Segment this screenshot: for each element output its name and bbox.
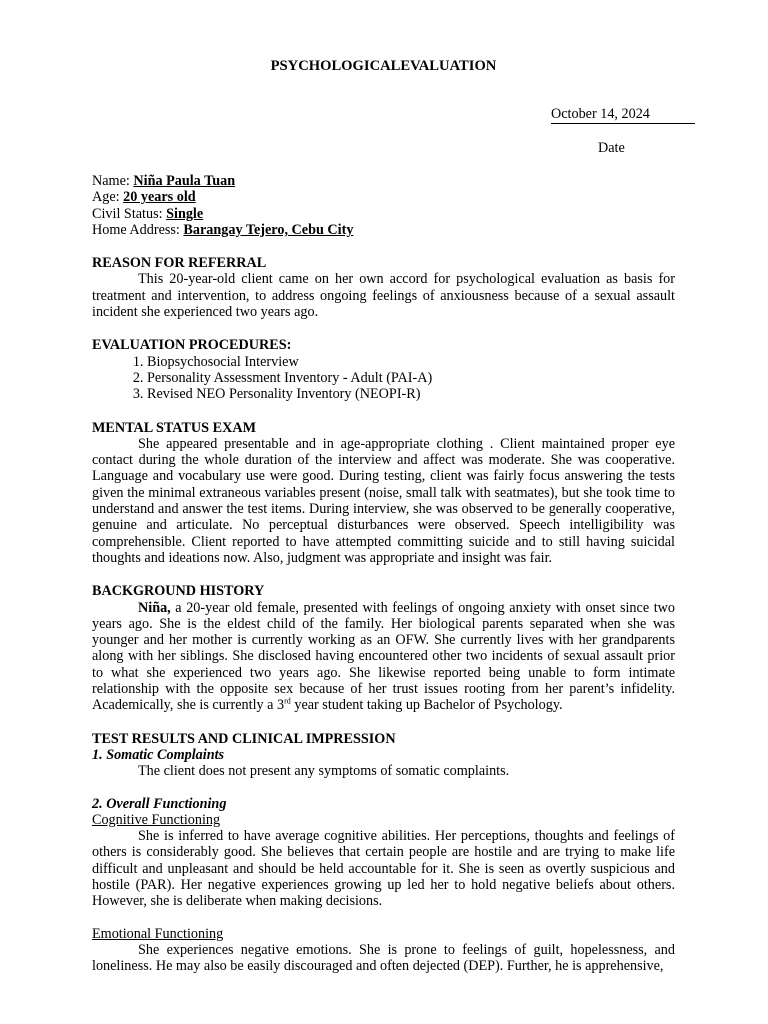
client-civil-status: Single (166, 205, 204, 222)
procedure-item: 2. Personality Assessment Inventory - Adult (PAI-A) (147, 370, 675, 386)
name-line: Name: Niña Paula Tuan (92, 173, 236, 189)
mse-heading: MENTAL STATUS EXAM (92, 419, 256, 436)
cognitive-heading: Cognitive Functioning (92, 811, 221, 828)
referral-heading: REASON FOR REFERRAL (92, 255, 267, 272)
overall-heading: 2. Overall Functioning (92, 795, 227, 812)
document-page (92, 58, 675, 974)
results-heading: TEST RESULTS AND CLINICAL IMPRESSION (92, 730, 396, 747)
age-line: Age: 20 years old (92, 189, 196, 206)
date-value: October 14, 2024 (551, 106, 695, 124)
cognitive-text: She is inferred to have average cognitive abilities. Her perceptions, thoughts and feelings of others is considerably good. She believes that certain people are hostile and are trying to make life difficult and unpleasant and should be held accountable for it. She is seen as overtly suspicious and hostile (PAR). Her negative experiences growing up led her to hold negative beliefs about others. However, she is deliberate when making decisions. (92, 828, 675, 910)
client-info (92, 173, 675, 238)
emotional-text: She experiences negative emotions. She is prone to feelings of guilt, hopelessness, and loneliness. He may also be easily discouraged and often dejected (DEP). Further, he is apprehensive, (92, 941, 675, 975)
referral-text: This 20-year-old client came on her own accord for psychological evaluation as basis for treatment and intervention, to address ongoing feelings of anxiousness because of a sexual assault incident she experienced two years ago. (92, 271, 675, 321)
date-label: Date (598, 140, 625, 156)
document-title: PSYCHOLOGICALEVALUATION (270, 58, 497, 74)
background-client-name: Niña, (138, 599, 171, 616)
procedure-item: 1. Biopsychosocial Interview (147, 354, 675, 370)
procedures-heading: EVALUATION PROCEDURES: (92, 337, 292, 354)
somatic-text: The client does not present any symptoms of somatic complaints. (138, 763, 510, 780)
client-name: Niña Paula Tuan (133, 173, 236, 189)
address-line: Home Address: Barangay Tejero, Cebu City (92, 221, 354, 238)
client-address: Barangay Tejero, Cebu City (183, 221, 354, 238)
client-age: 20 years old (123, 189, 196, 206)
procedure-item: 3. Revised NEO Personality Inventory (NEOPI-R) (147, 386, 675, 402)
background-text: Niña, a 20-year old female, presented with feelings of ongoing anxiety with onset since two years ago. She is the eldest child of the family. Her biological parents separated when she was younger and her mother is currently working as an OFW. She currently lives with her grandparents along with her siblings. She disclosed having encountered other two incidents of sexual assault prior to what she experienced two years ago. She likewise reported being unable to form intimate relationship with the opposite sex because of her trust issues rooting from her parent’s infidelity. Academically, she is currently a 3rd year student taking up Bachelor of Psychology. (92, 599, 675, 714)
somatic-heading: 1. Somatic Complaints (92, 746, 225, 763)
procedures-list (92, 354, 675, 403)
background-heading: BACKGROUND HISTORY (92, 583, 265, 600)
emotional-heading: Emotional Functioning (92, 925, 224, 942)
mse-text: She appeared presentable and in age-appropriate clothing . Client maintained proper eye contact during the whole duration of the interview and affect was moderate. She was cooperative. Language and vocabulary use were good. During testing, client was fairly focus answering the tests given the minimal extraneous variables present (noise, small talk with seatmates), but she took time to understand and answer the test items. During interview, she was observed to be generally cooperative, genuine and articulate. No perceptual disturbances were observed. Speech intelligibility was comprehensible. Client reported to have attempted committing suicide and to still having suicidal thoughts and ideations now. Also, judgment was appropriate and insight was fair. (92, 435, 675, 566)
date-block (92, 76, 675, 156)
civil-status-line: Civil Status: Single (92, 205, 204, 222)
